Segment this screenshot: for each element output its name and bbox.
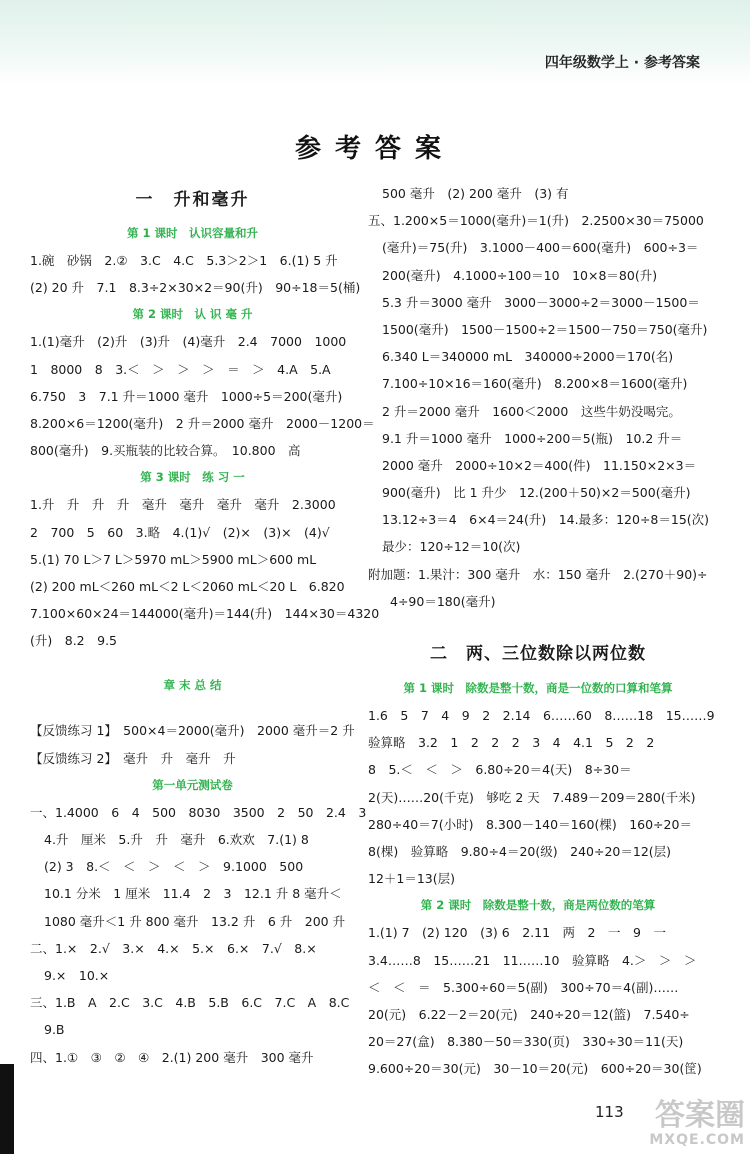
chapter-heading: 二 两、三位数除以两位数 [430,644,646,664]
chapter-heading: 一 升和毫升 [135,190,250,210]
answer-line: 5.3 升＝3000 毫升 3000－3000÷2＝3000－1500＝ [382,294,700,310]
answer-line: (2) 3 8.＜ ＜ ＞ ＜ ＞ 9.1000 500 [44,859,304,875]
answer-line: 二、1.× 2.√ 3.× 4.× 5.× 6.× 7.√ 8.× [30,940,317,956]
answer-line: 3.4……8 15……21 11……10 验算略 4.＞ ＞ ＞ [368,952,697,968]
answer-line: 最少：120÷12＝10(次) [382,539,521,555]
answer-line: (2) 200 mL＜260 mL＜2 L＜2060 mL＜20 L 6.820 [30,578,345,594]
answer-line: 五、1.200×5＝1000(毫升)＝1(升) 2.2500×30＝75000 [368,213,704,229]
answer-line: 280÷40＝7(小时) 8.300－140＝160(棵) 160÷20＝ [368,816,692,832]
answer-line: 1.6 5 7 4 9 2 2.14 6……60 8……18 15……9 [368,708,715,723]
answer-line: 4÷90＝180(毫升) [390,593,496,609]
answer-line: 8(棵) 验算略 9.80÷4＝20(级) 240÷20＝12(层) [368,843,672,859]
answer-line: (毫升)＝75(升) 3.1000－400＝600(毫升) 600÷3＝ [382,240,699,256]
answer-line: 1.碗 砂锅 2.② 3.C 4.C 5.3＞2＞1 6.(1) 5 升 [30,253,338,268]
answer-line: 2000 毫升 2000÷10×2＝400(件) 11.150×2×3＝ [382,457,697,473]
answer-line: 【反馈练习 1】 500×4＝2000(毫升) 2000 毫升＝2 升 [30,723,355,739]
header-band [0,0,750,86]
answer-column-right [368,180,715,1082]
answer-line: 1080 毫升＜1 升 800 毫升 13.2 升 6 升 200 升 [44,913,346,929]
answer-line: 1 8000 8 3.＜ ＞ ＞ ＞ ＝ ＞ 4.A 5.A [30,361,331,377]
running-header: 四年级数学上 · 参考答案 [544,55,700,71]
answer-line: 三、1.B A 2.C 3.C 4.B 5.B 6.C 7.C A 8.C [30,995,350,1011]
binding-edge [0,1064,14,1154]
spacer [30,654,355,672]
watermark-logo [610,1100,745,1150]
answer-column-left [30,180,380,1071]
answer-line: ＜ ＜ ＝ 5.300÷60＝5(副) 300÷70＝4(副)…… [368,979,679,995]
page-title: 参考答案 [294,134,455,164]
answer-line: 9.1 升＝1000 毫升 1000÷200＝5(瓶) 10.2 升＝ [382,430,683,446]
lesson-heading: 第一单元测试卷 [152,777,233,792]
answer-line: 20(元) 6.22－2＝20(元) 240÷20＝12(篮) 7.540÷ [368,1006,690,1022]
answer-line: 2 升＝2000 毫升 1600＜2000 这些牛奶没喝完。 [382,403,681,419]
spacer [368,615,708,633]
answer-line: 8.200×6＝1200(毫升) 2 升＝2000 毫升 2000－1200＝ [30,415,375,431]
answer-line: 四、1.① ③ ② ④ 2.(1) 200 毫升 300 毫升 [30,1049,314,1065]
answer-line: 6.750 3 7.1 升＝1000 毫升 1000÷5＝200(毫升) [30,388,343,404]
watermark-url: MXQE.COM [649,1132,745,1148]
lesson-heading: 第 1 课时 认识容量和升 [126,226,258,240]
answer-line: 1.升 升 升 升 毫升 毫升 毫升 毫升 2.3000 [30,497,336,513]
answer-line: 1.(1) 7 (2) 120 (3) 6 2.11 两 2 一 9 一 [368,925,666,941]
answer-line: 200(毫升) 4.1000÷100＝10 10×8＝80(升) [382,267,658,283]
answer-line: 5.(1) 70 L＞7 L＞5970 mL＞5900 mL＞600 mL [30,551,317,567]
answer-line: 1500(毫升) 1500－1500÷2＝1500－750＝750(毫升) [382,321,708,337]
answer-line: 8 5.＜ ＜ ＞ 6.80÷20＝4(天) 8÷30＝ [368,762,632,778]
answer-line: (2) 20 升 7.1 8.3÷2×30×2＝90(升) 90÷18＝5(桶) [30,280,361,296]
lesson-heading: 章 末 总 结 [163,678,222,693]
answer-line: (升) 8.2 9.5 [30,633,118,649]
answer-line: 6.340 L＝340000 mL 340000÷2000＝170(名) [382,349,674,365]
answer-line: 一、1.4000 6 4 500 8030 3500 2 50 2.4 3 [30,804,367,820]
answer-line: 800(毫升) 9.买瓶装的比较合算。 10.800 高 [30,443,301,459]
page-number: 113 [595,1103,624,1121]
answer-line: 附加题：1.果汁：300 毫升 水：150 毫升 2.(270＋90)÷ [368,566,708,582]
watermark-text: 答案圈 [655,1098,745,1133]
answer-line: 验算略 3.2 1 2 2 2 3 4 4.1 5 2 2 [368,735,655,751]
answer-line: 4.升 厘米 5.升 升 毫升 6.欢欢 7.(1) 8 [44,832,309,847]
answer-line: 7.100×60×24＝144000(毫升)＝144(升) 144×30＝4320 [30,606,380,622]
answer-line: 9.B [44,1022,65,1038]
lesson-heading: 第 2 课时 认 识 毫 升 [132,307,253,322]
answer-line: 1.(1)毫升 (2)升 (3)升 (4)毫升 2.4 7000 1000 [30,334,347,350]
answer-line: 【反馈练习 2】 毫升 升 毫升 升 [30,750,236,766]
answer-line: 12＋1＝13(层) [368,871,456,887]
answer-line: 20＝27(盒) 8.380－50＝330(页) 330÷30＝11(天) [368,1034,684,1050]
lesson-heading: 第 2 课时 除数是整十数，商是两位数的笔算 [420,898,656,913]
answer-line: 9.600÷20＝30(元) 30－10＝20(元) 600÷20＝30(筐) [368,1061,702,1077]
answer-line: 10.1 分米 1 厘米 11.4 2 3 12.1 升 8 毫升＜ [44,886,342,902]
answer-line: 7.100÷10×16＝160(毫升) 8.200×8＝1600(毫升) [382,376,688,392]
answer-line: 500 毫升 (2) 200 毫升 (3) 有 [382,186,569,201]
lesson-heading: 第 1 课时 除数是整十数，商是一位数的口算和笔算 [403,681,673,695]
answer-line: 13.12÷3＝4 6×4＝24(升) 14.最多：120÷8＝15(次) [382,512,710,528]
answer-line: 900(毫升) 比 1 升少 12.(200＋50)×2＝500(毫升) [382,485,691,501]
spacer [30,699,355,717]
answer-line: 9.× 10.× [44,967,110,983]
answer-line: 2 700 5 60 3.略 4.(1)√ (2)× (3)× (4)√ [30,524,330,540]
answer-line: 2(天)……20(千克) 够吃 2 天 7.489－209＝280(千米) [368,789,696,805]
lesson-heading: 第 3 课时 练 习 一 [140,470,245,485]
